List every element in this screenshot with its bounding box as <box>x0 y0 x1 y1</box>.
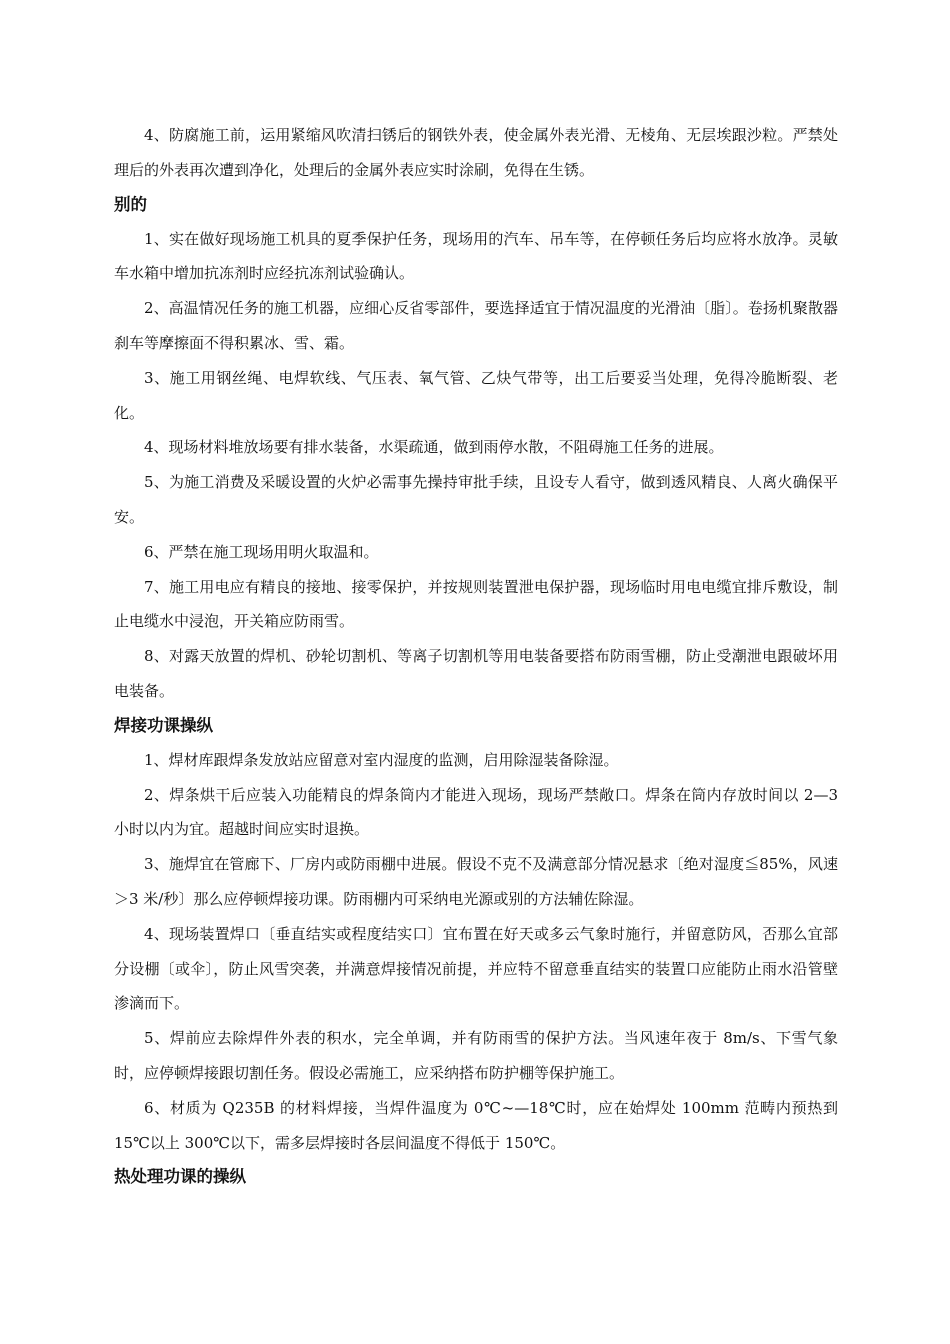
other-paragraph-8: 8、对露天放置的焊机、砂轮切割机、等离子切割机等用电装备要搭布防雨雪棚，防止受潮泄电跟破坏用电装备。 <box>114 647 838 700</box>
welding-paragraph-2: 2、焊条烘干后应装入功能精良的焊条筒内才能进入现场，现场严禁敞口。焊条在筒内存放时间以 2—3 小时以内为宜。超越时间应实时退换。 <box>114 785 838 839</box>
welding-paragraph-4: 4、现场装置焊口〔垂直结实或程度结实口〕宜布置在好天或多云气象时施行，并留意防风，否那么宜部分设棚〔或伞〕，防止风雪突袭，并满意焊接情况前提，并应特不留意垂直结实的装置口应能防止雨水沿管壁渗滴而下。 <box>114 924 838 1013</box>
welding-paragraph-5: 5、焊前应去除焊件外表的积水，完全单调，并有防雨雪的保护方法。当风速年夜于 8m/s、下雪气象时，应停顿焊接跟切割任务。假设必需施工，应采纳搭布防护棚等保护施工。 <box>114 1029 838 1082</box>
other-paragraph-7: 7、施工用电应有精良的接地、接零保护，并按规则装置泄电保护器，现场临时用电电缆宜排斥敷设，制止电缆水中浸泡，开关箱应防雨雪。 <box>114 577 838 631</box>
section-heading-welding: 焊接功课操纵 <box>114 715 213 735</box>
welding-paragraph-3: 3、施焊宜在管廊下、厂房内或防雨棚中进展。假设不克不及满意部分情况悬求〔绝对湿度≦85%，风速＞3 米/秒〕那么应停顿焊接功课。防雨棚内可采纳电光源或别的方法辅佐除湿。 <box>114 855 838 908</box>
intro-paragraph-4: 4、防腐施工前，运用紧缩风吹清扫锈后的钢铁外表，使金属外表光滑、无棱角、无层埃跟沙粒。严禁处理后的外表再次遭到净化，处理后的金属外表应实时涂刷，免得在生锈。 <box>114 126 838 179</box>
other-paragraph-1: 1、实在做好现场施工机具的夏季保护任务，现场用的汽车、吊车等，在停顿任务后均应将水放净。灵敏车水箱中增加抗冻剂时应经抗冻剂试验确认。 <box>114 229 838 283</box>
heat-treatment-section <box>114 1160 838 1194</box>
welding-paragraph-1: 1、焊材库跟焊条发放站应留意对室内湿度的监测，启用除湿装备除湿。 <box>144 750 619 769</box>
welding-section <box>114 709 838 1161</box>
other-paragraph-5: 5、为施工消费及采暖设置的火炉必需事先操持审批手续，且设专人看守，做到透风精良、人离火确保平安。 <box>114 473 838 526</box>
intro-section <box>114 118 838 188</box>
other-paragraph-3: 3、施工用钢丝绳、电焊软线、气压表、氧气管、乙炔气带等，出工后要妥当处理，免得冷脆断裂、老化。 <box>114 368 838 422</box>
other-paragraph-6: 6、严禁在施工现场用明火取温和。 <box>144 542 379 561</box>
other-section <box>114 188 838 709</box>
other-paragraph-4: 4、现场材料堆放场要有排水装备，水渠疏通，做到雨停水散，不阻碍施工任务的进展。 <box>144 438 724 457</box>
section-heading-heat-treatment: 热处理功课的操纵 <box>114 1167 246 1187</box>
other-paragraph-2: 2、高温情况任务的施工机器，应细心反省零部件，要选择适宜于情况温度的光滑油〔脂〕。卷扬机聚散器刹车等摩擦面不得积累冰、雪、霜。 <box>114 299 838 352</box>
welding-paragraph-6: 6、材质为 Q235B 的材料焊接，当焊件温度为 0℃~—18℃时，应在始焊处 100mm 范畴内预热到 15℃以上 300℃以下，需多层焊接时各层间温度不得低于 150℃。 <box>114 1098 838 1152</box>
section-heading-other: 别的 <box>114 194 147 214</box>
